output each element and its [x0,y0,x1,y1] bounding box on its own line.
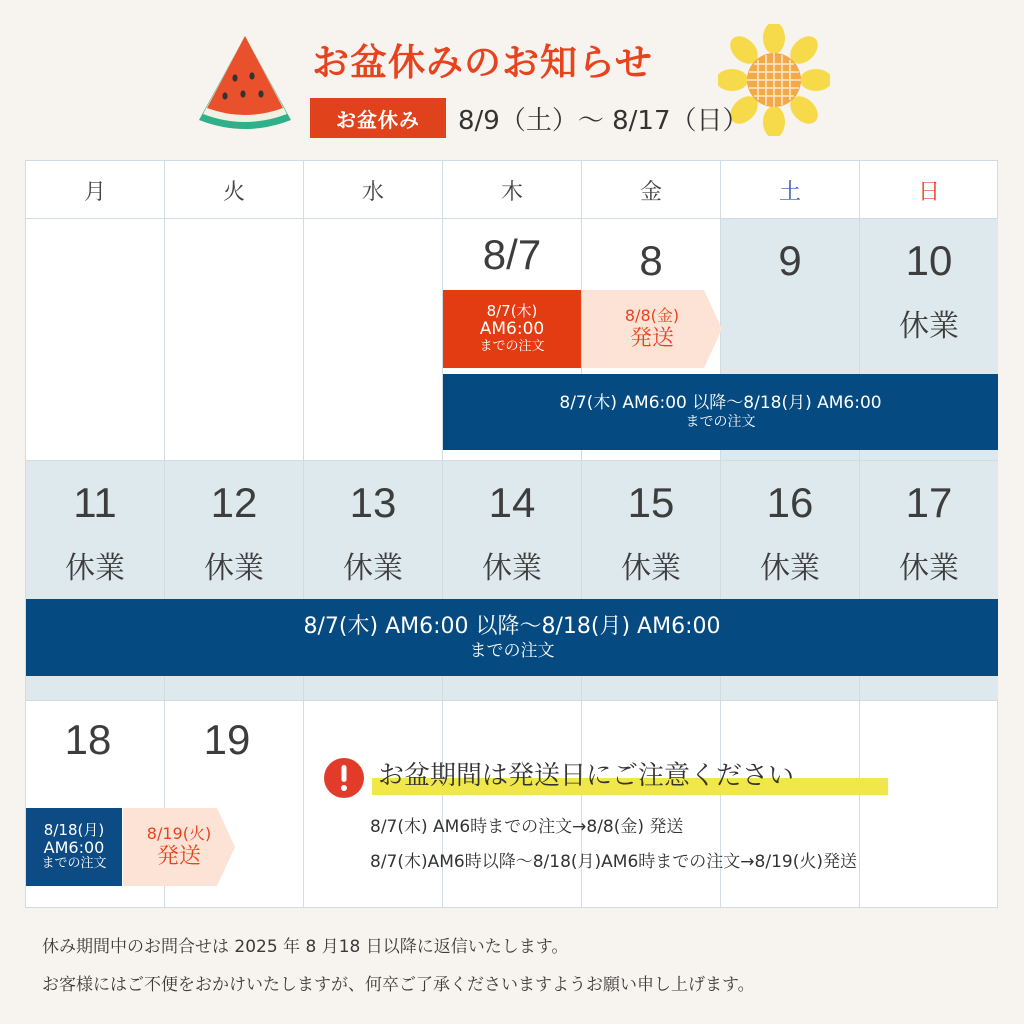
date-aug-17: 17 [905,479,953,526]
order-period-suffix: までの注文 [469,640,555,661]
watermelon-icon [195,32,295,132]
date-aug-15: 15 [627,479,675,526]
closed-label: 休業 [482,551,542,586]
page-title: お盆休みのお知らせ [312,41,653,84]
date-aug-11: 11 [73,479,117,526]
closed-label: 休業 [204,551,264,586]
notice-title: お盆期間は発送日にご注意ください [378,761,795,791]
weekday-mon: 月 [83,179,106,205]
order-cutoff-date: 8/18(月) [43,820,105,839]
date-aug-19: 19 [203,716,251,763]
order-period-suffix: までの注文 [685,413,756,430]
weekday-sat: 土 [778,179,801,205]
date-aug-14: 14 [488,479,536,526]
ship-date: 8/8(金) [624,306,680,326]
holiday-badge: お盆休み [310,98,446,138]
closed-label: 休業 [899,551,959,586]
closed-label: 休業 [65,551,125,586]
closed-label: 休業 [899,309,959,344]
exclamation-icon [322,756,366,800]
order-cutoff-time: AM6:00 [43,837,105,857]
weekday-fri: 金 [639,179,662,205]
order-cutoff-time: AM6:00 [479,319,545,340]
date-aug-7: 8/7 [482,231,542,278]
ship-label: 発送 [156,843,201,869]
date-aug-13: 13 [349,479,397,526]
order-cutoff-box-2 [26,808,122,886]
weekday-tue: 火 [222,179,245,205]
ship-date-tag [582,290,722,368]
weekday-sun: 日 [917,179,940,205]
notice-line-1: 8/7(木) AM6時までの注文→8/8(金) 発送 [370,817,684,837]
calendar [25,160,998,908]
order-period-bar-1 [443,374,998,450]
order-cutoff-date: 8/7(木) [486,302,538,321]
order-period-text: 8/7(木) AM6:00 以降〜8/18(月) AM6:00 [303,614,721,640]
order-cutoff-suffix: までの注文 [479,338,545,354]
footer-line-2: お客様にはご不便をおかけいたしますが、何卒ご了承くださいますようお願い申し上げます。 [42,975,755,995]
order-cutoff-box [443,290,581,368]
order-period-bar-2 [26,599,998,676]
weekday-thu: 木 [500,179,523,205]
closed-label: 休業 [621,551,681,586]
holiday-period: 8/9（土）〜 8/17（日） [458,105,749,136]
closed-label: 休業 [343,551,403,586]
date-aug-18: 18 [64,716,112,763]
ship-date: 8/19(火) [146,824,212,844]
order-cutoff-suffix: までの注文 [41,856,107,872]
closed-label: 休業 [760,551,820,586]
date-aug-12: 12 [210,479,258,526]
date-aug-8: 8 [639,237,663,284]
footer-line-1: 休み期間中のお問合せは 2025 年 8 月18 日以降に返信いたします。 [42,937,569,957]
date-aug-9: 9 [778,237,802,284]
date-aug-10: 10 [905,237,953,284]
order-period-text: 8/7(木) AM6:00 以降〜8/18(月) AM6:00 [559,393,882,414]
ship-date-tag-2 [123,808,235,886]
date-aug-16: 16 [766,479,814,526]
ship-label: 発送 [629,325,674,351]
weekday-wed: 水 [361,179,384,205]
notice-line-2: 8/7(木)AM6時以降〜8/18(月)AM6時までの注文→8/19(火)発送 [370,852,857,872]
